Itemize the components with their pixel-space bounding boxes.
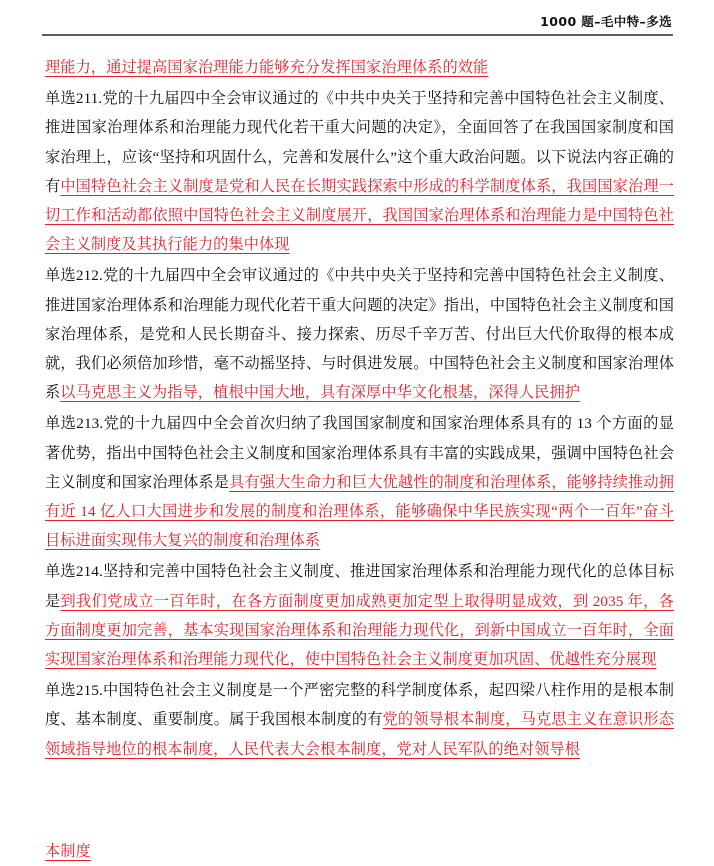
answer-text: 理能力，通过提高国家治理能力能够充分发挥国家治理体系的效能: [45, 59, 489, 76]
answer-text: 中国特色社会主义制度是党和人民在长期实践探索中形成的科学制度体系，我国国家治理一切工作和活动都依照中国特色社会主义制度展开，我国国家治理体系和治理能力是中国特色社会主义制度及其执行能力的集中体现: [45, 177, 674, 254]
question-text: 单选213.党的十九届四中全会首次归纳了我国国家制度和国家治理体系具有的 13 个方面的显著优势，指出中国特色社会主义制度和国家治理体系具有丰富的实践成果，强调中国特色社会主义制度和国家治理体系是: [45, 415, 674, 491]
question-paragraph: [45, 261, 674, 407]
clipped-paragraph: [45, 837, 674, 866]
question-text: 单选212.党的十九届四中全会审议通过的《中共中央关于坚持和完善中国特色社会主义制度、推进国家治理体系和治理能力现代化若干重大问题的决定》指出，中国特色社会主义制度和国家治理体系，是党和人民长期奋斗、接力探索、历尽千辛万苦、付出巨大代价取得的根本成就，我们必须倍加珍惜，毫不动摇坚持、与时俱进发展。中国特色社会主义制度和国家治理体系: [45, 267, 674, 402]
question-text: 单选215.中国特色社会主义制度是一个严密完整的科学制度体系，起四梁八柱作用的是根本制度、基本制度、重要制度。属于我国根本制度的有: [45, 682, 674, 729]
header-divider: [42, 34, 673, 36]
answer-continuation-paragraph: [45, 53, 674, 82]
page-header: [42, 14, 672, 40]
answer-text: 本制度: [45, 843, 91, 860]
answer-text: 到我们党成立一百年时，在各方面制度更加成熟更加定型上取得明显成效，到 2035 年，各方面制度更加完善，基本实现国家治理体系和治理能力现代化，到新中国成立一百年时，全面实现国家治理体系和治理能力现代化，使中国特色社会主义制度更加巩固、优越性充分展现: [45, 592, 674, 669]
question-paragraph: [45, 84, 674, 259]
question-paragraph: [45, 676, 674, 764]
clipped-next-line: [45, 843, 674, 866]
question-paragraph: [45, 557, 674, 674]
answer-text: 党的领导根本制度，马克思主义在意识形态领域指导地位的根本制度，人民代表大会根本制度，党对人民军队的绝对领导根: [45, 711, 675, 758]
question-text: 单选214.坚持和完善中国特色社会主义制度、推进国家治理体系和治理能力现代化的总体目标是: [45, 563, 674, 610]
question-paragraph: [45, 409, 674, 555]
document-body: [45, 53, 674, 766]
answer-text: 具有强大生命力和巨大优越性的制度和治理体系，能够持续推动拥有近 14 亿人口大国进步和发展的制度和治理体系，能够确保中华民族实现“两个一百年”奋斗目标进面实现伟大复兴的制度和治理体系: [45, 473, 675, 550]
answer-text: 以马克思主义为指导，植根中国大地，具有深厚中华文化根基，深得人民拥护: [60, 384, 581, 402]
header-title: 1000 题–毛中特–多选: [540, 14, 672, 29]
question-text: 单选211.党的十九届四中全会审议通过的《中共中央关于坚持和完善中国特色社会主义制度、推进国家治理体系和治理能力现代化若干重大问题的决定》，全面回答了在我国国家制度和国家治理上，应该“坚持和巩固什么，完善和发展什么”这个重大政治问题。以下说法内容正确的有: [45, 90, 674, 195]
